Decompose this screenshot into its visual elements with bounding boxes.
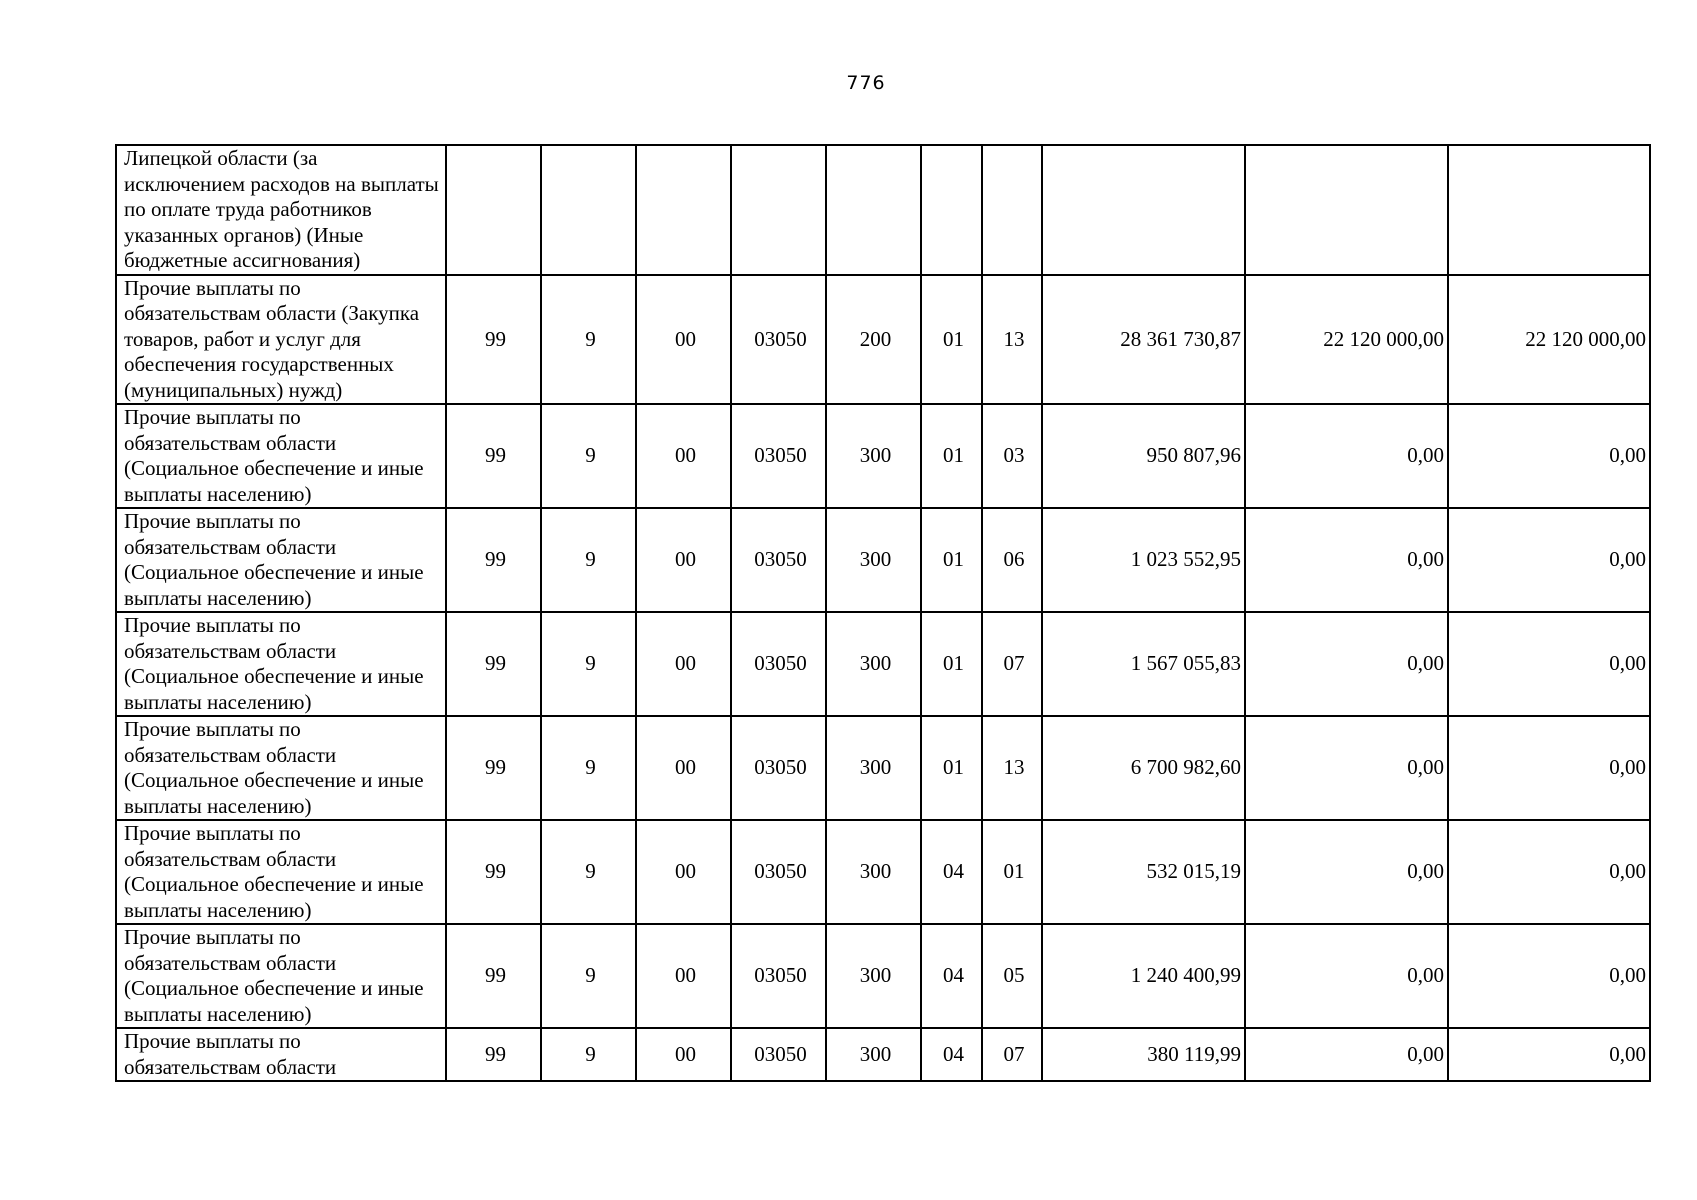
subsection-code — [982, 145, 1042, 275]
expense-type-code: 200 — [826, 275, 921, 405]
amount-year-3: 0,00 — [1448, 1028, 1650, 1081]
main-event-code: 00 — [636, 716, 731, 820]
direction-code: 03050 — [731, 275, 826, 405]
program-code: 99 — [446, 924, 541, 1028]
amount-year-2: 22 120 000,00 — [1245, 275, 1448, 405]
subsection-code: 01 — [982, 820, 1042, 924]
subprogram-code: 9 — [541, 404, 636, 508]
amount-year-1: 6 700 982,60 — [1042, 716, 1245, 820]
main-event-code: 00 — [636, 924, 731, 1028]
row-description: Прочие выплаты по обязательствам области (Социальное обеспечение и иные выплаты населению) — [116, 404, 446, 508]
table-row — [116, 275, 1650, 405]
main-event-code: 00 — [636, 612, 731, 716]
amount-year-1: 950 807,96 — [1042, 404, 1245, 508]
subsection-code: 07 — [982, 1028, 1042, 1081]
amount-year-3: 22 120 000,00 — [1448, 275, 1650, 405]
page-number: 776 — [846, 72, 886, 94]
subprogram-code: 9 — [541, 820, 636, 924]
row-description: Прочие выплаты по обязательствам области (Социальное обеспечение и иные выплаты населению) — [116, 924, 446, 1028]
amount-year-3: 0,00 — [1448, 820, 1650, 924]
table-row — [116, 1028, 1650, 1081]
table-row — [116, 404, 1650, 508]
budget-table — [115, 144, 1651, 1082]
amount-year-2: 0,00 — [1245, 404, 1448, 508]
section-code: 01 — [921, 716, 982, 820]
row-description: Прочие выплаты по обязательствам области (Социальное обеспечение и иные выплаты населению) — [116, 612, 446, 716]
expense-type-code: 300 — [826, 924, 921, 1028]
amount-year-3 — [1448, 145, 1650, 275]
table-row — [116, 145, 1650, 275]
amount-year-3: 0,00 — [1448, 924, 1650, 1028]
amount-year-3: 0,00 — [1448, 716, 1650, 820]
section-code: 04 — [921, 820, 982, 924]
subprogram-code: 9 — [541, 612, 636, 716]
direction-code: 03050 — [731, 1028, 826, 1081]
amount-year-2: 0,00 — [1245, 508, 1448, 612]
table-row — [116, 716, 1650, 820]
subprogram-code: 9 — [541, 924, 636, 1028]
amount-year-1: 28 361 730,87 — [1042, 275, 1245, 405]
main-event-code: 00 — [636, 275, 731, 405]
subprogram-code: 9 — [541, 275, 636, 405]
subprogram-code: 9 — [541, 716, 636, 820]
section-code — [921, 145, 982, 275]
amount-year-1: 1 023 552,95 — [1042, 508, 1245, 612]
row-description: Прочие выплаты по обязательствам области — [116, 1028, 446, 1081]
amount-year-3: 0,00 — [1448, 508, 1650, 612]
amount-year-2: 0,00 — [1245, 716, 1448, 820]
direction-code: 03050 — [731, 612, 826, 716]
subsection-code: 07 — [982, 612, 1042, 716]
expense-type-code: 300 — [826, 404, 921, 508]
section-code: 01 — [921, 275, 982, 405]
program-code: 99 — [446, 404, 541, 508]
subsection-code: 13 — [982, 716, 1042, 820]
program-code: 99 — [446, 716, 541, 820]
table-row — [116, 508, 1650, 612]
subsection-code: 13 — [982, 275, 1042, 405]
expense-type-code: 300 — [826, 1028, 921, 1081]
expense-type-code — [826, 145, 921, 275]
subprogram-code — [541, 145, 636, 275]
amount-year-1: 1 567 055,83 — [1042, 612, 1245, 716]
amount-year-2: 0,00 — [1245, 820, 1448, 924]
direction-code: 03050 — [731, 508, 826, 612]
program-code — [446, 145, 541, 275]
expense-type-code: 300 — [826, 508, 921, 612]
amount-year-1: 1 240 400,99 — [1042, 924, 1245, 1028]
amount-year-2: 0,00 — [1245, 1028, 1448, 1081]
program-code: 99 — [446, 508, 541, 612]
subsection-code: 06 — [982, 508, 1042, 612]
expense-type-code: 300 — [826, 716, 921, 820]
section-code: 01 — [921, 612, 982, 716]
direction-code: 03050 — [731, 924, 826, 1028]
main-event-code: 00 — [636, 508, 731, 612]
main-event-code: 00 — [636, 1028, 731, 1081]
row-description: Прочие выплаты по обязательствам области (Социальное обеспечение и иные выплаты населению) — [116, 820, 446, 924]
subsection-code: 03 — [982, 404, 1042, 508]
main-event-code — [636, 145, 731, 275]
row-description: Липецкой области (за исключением расходов на выплаты по оплате труда работников указанных органов) (Иные бюджетные ассигнования) — [116, 145, 446, 275]
subprogram-code: 9 — [541, 1028, 636, 1081]
table-row — [116, 924, 1650, 1028]
program-code: 99 — [446, 1028, 541, 1081]
row-description: Прочие выплаты по обязательствам области (Социальное обеспечение и иные выплаты населению) — [116, 508, 446, 612]
section-code: 01 — [921, 404, 982, 508]
direction-code — [731, 145, 826, 275]
row-description: Прочие выплаты по обязательствам области (Закупка товаров, работ и услуг для обеспечения государственных (муниципальных) нужд) — [116, 275, 446, 405]
program-code: 99 — [446, 275, 541, 405]
amount-year-2: 0,00 — [1245, 612, 1448, 716]
row-description: Прочие выплаты по обязательствам области (Социальное обеспечение и иные выплаты населению) — [116, 716, 446, 820]
direction-code: 03050 — [731, 716, 826, 820]
expense-type-code: 300 — [826, 612, 921, 716]
program-code: 99 — [446, 612, 541, 716]
direction-code: 03050 — [731, 820, 826, 924]
table-row — [116, 612, 1650, 716]
amount-year-3: 0,00 — [1448, 612, 1650, 716]
table-row — [116, 820, 1650, 924]
amount-year-1 — [1042, 145, 1245, 275]
main-event-code: 00 — [636, 820, 731, 924]
subprogram-code: 9 — [541, 508, 636, 612]
expense-type-code: 300 — [826, 820, 921, 924]
amount-year-1: 532 015,19 — [1042, 820, 1245, 924]
section-code: 04 — [921, 1028, 982, 1081]
program-code: 99 — [446, 820, 541, 924]
subsection-code: 05 — [982, 924, 1042, 1028]
section-code: 01 — [921, 508, 982, 612]
amount-year-3: 0,00 — [1448, 404, 1650, 508]
section-code: 04 — [921, 924, 982, 1028]
amount-year-2 — [1245, 145, 1448, 275]
amount-year-2: 0,00 — [1245, 924, 1448, 1028]
direction-code: 03050 — [731, 404, 826, 508]
main-event-code: 00 — [636, 404, 731, 508]
amount-year-1: 380 119,99 — [1042, 1028, 1245, 1081]
